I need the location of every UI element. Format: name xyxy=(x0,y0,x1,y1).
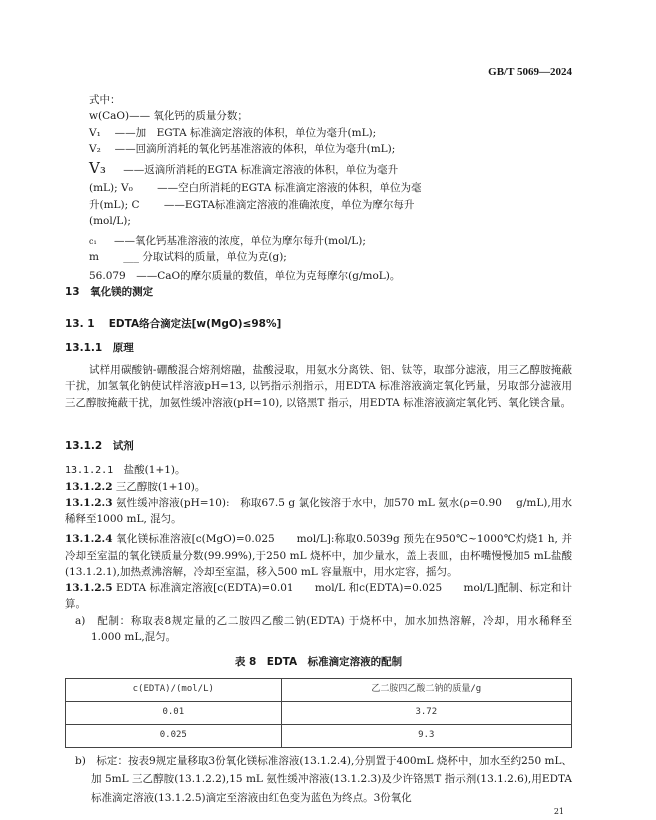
reagent-number: 13.1.2.2 xyxy=(65,480,113,493)
reagent-text: 盐酸(1+1)。 xyxy=(113,464,186,476)
reagent-13-1-2-2 xyxy=(65,479,572,495)
reagent-13-1-2-1 xyxy=(65,462,572,479)
table-8-caption: 表 8 EDTA 标准滴定溶液的配制 xyxy=(234,656,403,668)
reagent-text: 三乙醇胺(1+10)。 xyxy=(112,480,206,493)
table-header-cell: 乙二胺四乙酸二钠的质量/g xyxy=(281,679,571,702)
legend-symbol-c1: c₁ xyxy=(89,237,97,247)
table-8 xyxy=(65,678,572,748)
legend-symbol-v3: V₃ xyxy=(89,159,106,178)
table-cell: 0.01 xyxy=(66,702,282,725)
legend-intro: 式中： xyxy=(89,94,121,106)
table-row xyxy=(66,702,572,725)
reagent-number: 13.1.2.3 xyxy=(65,496,113,509)
table-header-row xyxy=(66,679,572,702)
legend-item-v0: (mL); V₀ ——空白所消耗的EGTA 标准滴定溶液的体积，单位为毫 xyxy=(89,182,422,195)
table-cell: 9.3 xyxy=(281,725,571,748)
principle-paragraph: 试样用碳酸钠-硼酸混合熔剂熔融，盐酸浸取，用氨水分离铁、铝、钛等，取部分滤液，用三乙醇胺掩蔽干扰，加氢氧化钠使试样溶液pH=13, 以钙指示剂指示，用EDTA 标准溶液滴定氧化钙量，另取部分滤液用三乙醇胺掩蔽干扰，加氨性缓冲溶液(pH=10), 以铬黑T 指示，用EDTA 标准溶液滴定氧化钙、氧化镁含量。 xyxy=(65,364,572,409)
legend-item-v3: ——返滴所消耗的EGTA 标准滴定溶液的体积，单位为毫升 xyxy=(123,164,399,177)
reagent-number: 13.1.2.4 xyxy=(65,533,113,546)
reagent-13-1-2-4 xyxy=(65,531,572,580)
reagent-text: 氨性缓冲溶液(pH=10): 称取67.5 g 氯化铵溶于水中，加570 mL 氨水(ρ=0.90 g/mL),用水稀释至1000 mL, 混匀。 xyxy=(65,496,572,526)
reagent-13-1-2-5 xyxy=(65,580,572,613)
calibration-item-b: b) 标定：按表9规定量移取3份氧化镁标准溶液(13.1.2.4),分别置于400mL 烧杯中，加水至约250 mL、加 5mL 三乙醇胺(13.1.2.2),15 mL 氨性缓冲溶液(13.1.2.3)及少许铬黑T 指示剂(13.1.2.6),用EDTA 标准滴定溶液(13.1.2.5)滴定至溶液由红色变为蓝色为终点。3份氧化 xyxy=(75,755,572,804)
section-13-1-heading: 13. 1 EDTA络合滴定法[w(MgO)≤98%] xyxy=(65,318,282,330)
reagent-13-1-2-3 xyxy=(65,495,572,528)
table-cell: 0.025 xyxy=(66,725,282,748)
section-13-heading: 13 氧化镁的测定 xyxy=(65,286,154,298)
table-header-cell: c(EDTA)/(mol/L) xyxy=(66,679,282,702)
legend-item-c1: ——氧化钙基准溶液的浓度，单位为摩尔每升(mol/L); xyxy=(114,235,366,248)
legend-item-c: 升(mL); C ——EGTA标准滴定溶液的准确浓度，单位为摩尔每升 xyxy=(89,198,415,211)
formula-legend xyxy=(65,92,572,284)
section-13-1-1-heading: 13.1.1 原理 xyxy=(65,342,134,354)
standard-header: GB/T 5069—2024 xyxy=(488,66,572,78)
reagent-number: 13.1.2.5 xyxy=(65,582,113,595)
reagent-text: 氧化镁标准溶液[c(MgO)=0.025 mol/L]:称取0.5039g 预先在950℃~1000℃灼烧1 h, 并冷却至室温的氧化镁质量分数(99.99%),于250 mL 烧杯中，加少量水，盖上表皿，由杯嘴慢慢加5 mL盐酸(13.1.2.1),加热煮沸溶解，冷却至室温，移入500 mL 容量瓶中，用水定容，摇匀。 xyxy=(65,533,572,578)
legend-item-v1: V₁ ——加 EGTA 标准滴定溶液的体积，单位为毫升(mL); xyxy=(89,126,377,139)
page-number: 21 xyxy=(553,807,564,816)
table-row xyxy=(66,725,572,748)
reagent-text: EDTA 标准滴定溶液[c(EDTA)=0.01 mol/L 和c(EDTA)=0.025 mol/L]配制、标定和计算。 xyxy=(65,582,572,611)
legend-item-mol: (mol/L); xyxy=(89,214,131,227)
legend-item-v2: V₂ ——回滴所消耗的氧化钙基准溶液的体积，单位为毫升(mL); xyxy=(89,142,396,155)
legend-item-molar-mass: 56.079 ——CaO的摩尔质量的数值，单位为克每摩尔(g/moL)。 xyxy=(89,269,401,282)
section-13-1-2-heading: 13.1.2 试剂 xyxy=(65,440,134,452)
reagent-list xyxy=(65,462,572,645)
legend-item-wcao: w(CaO)—— 氧化钙的质量分数； xyxy=(89,110,248,123)
table-cell: 3.72 xyxy=(281,702,571,725)
reagent-number: 13.1.2.1 xyxy=(65,465,114,476)
preparation-item-a: a) 配制：称取表8规定量的乙二胺四乙酸二钠(EDTA) 于烧杯中，加水加热溶解，冷却，用水稀释至1.000 mL,混匀。 xyxy=(75,614,572,643)
legend-item-m: m ___ 分取试料的质量，单位为克(g); xyxy=(89,251,287,264)
